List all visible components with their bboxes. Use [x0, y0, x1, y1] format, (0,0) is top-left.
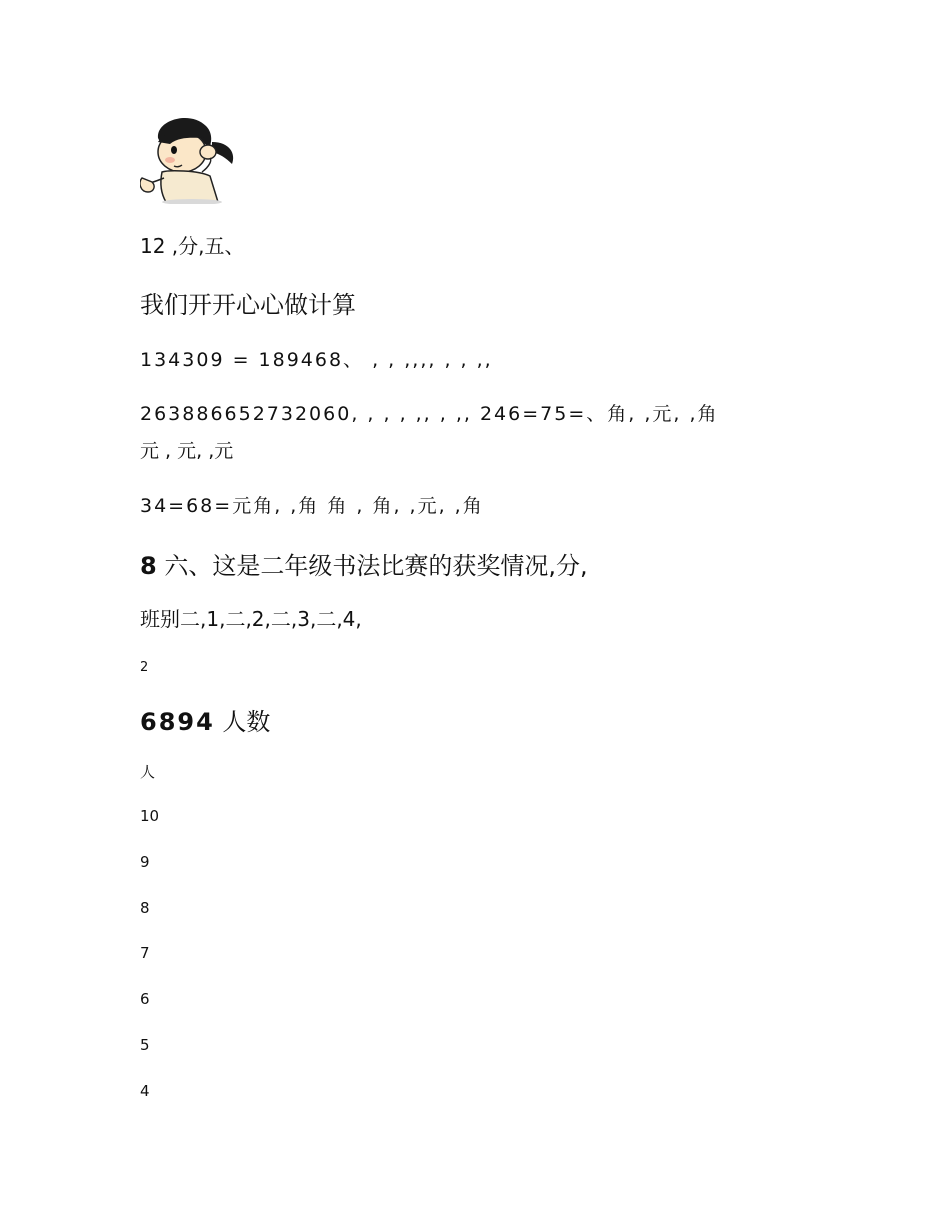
- section-six-heading: [140, 554, 588, 578]
- axis-tick-8: 8: [140, 899, 150, 917]
- axis-tick-10: 10: [140, 807, 160, 825]
- stray-number: 2: [140, 660, 149, 675]
- counts-values: 6894: [140, 708, 215, 736]
- calculation-row-1: 134309 = 189468、 , , ,,,, , , ,,: [140, 349, 493, 371]
- axis-unit-label: 人: [140, 763, 156, 781]
- axis-tick-7: 7: [140, 944, 150, 962]
- class-header-row: 班别二,1,二,2,二,3,二,4,: [140, 607, 362, 631]
- section-five-score: 12 ,分,五、: [140, 234, 245, 258]
- section-title-calculation: 我们开开心心做计算: [140, 291, 356, 319]
- calculation-row-4: 34=68=元角, ,角 角 , 角, ,元, ,角: [140, 495, 484, 517]
- section-six-text: 六、这是二年级书法比赛的获奖情况,分,: [156, 552, 588, 580]
- calculation-row-3: 元 , 元, ,元: [140, 440, 234, 462]
- girl-thinking-illustration: [140, 112, 252, 204]
- section-six-number: 8: [140, 552, 157, 580]
- axis-tick-6: 6: [140, 990, 150, 1008]
- counts-label: 人数: [214, 708, 271, 736]
- axis-tick-5: 5: [140, 1036, 150, 1054]
- calculation-row-2: 263886652732060, , , , ,, , ,, 246=75=、角, ,元, ,角: [140, 403, 719, 425]
- axis-tick-9: 9: [140, 853, 150, 871]
- counts-heading: [140, 710, 270, 734]
- axis-tick-4: 4: [140, 1082, 150, 1100]
